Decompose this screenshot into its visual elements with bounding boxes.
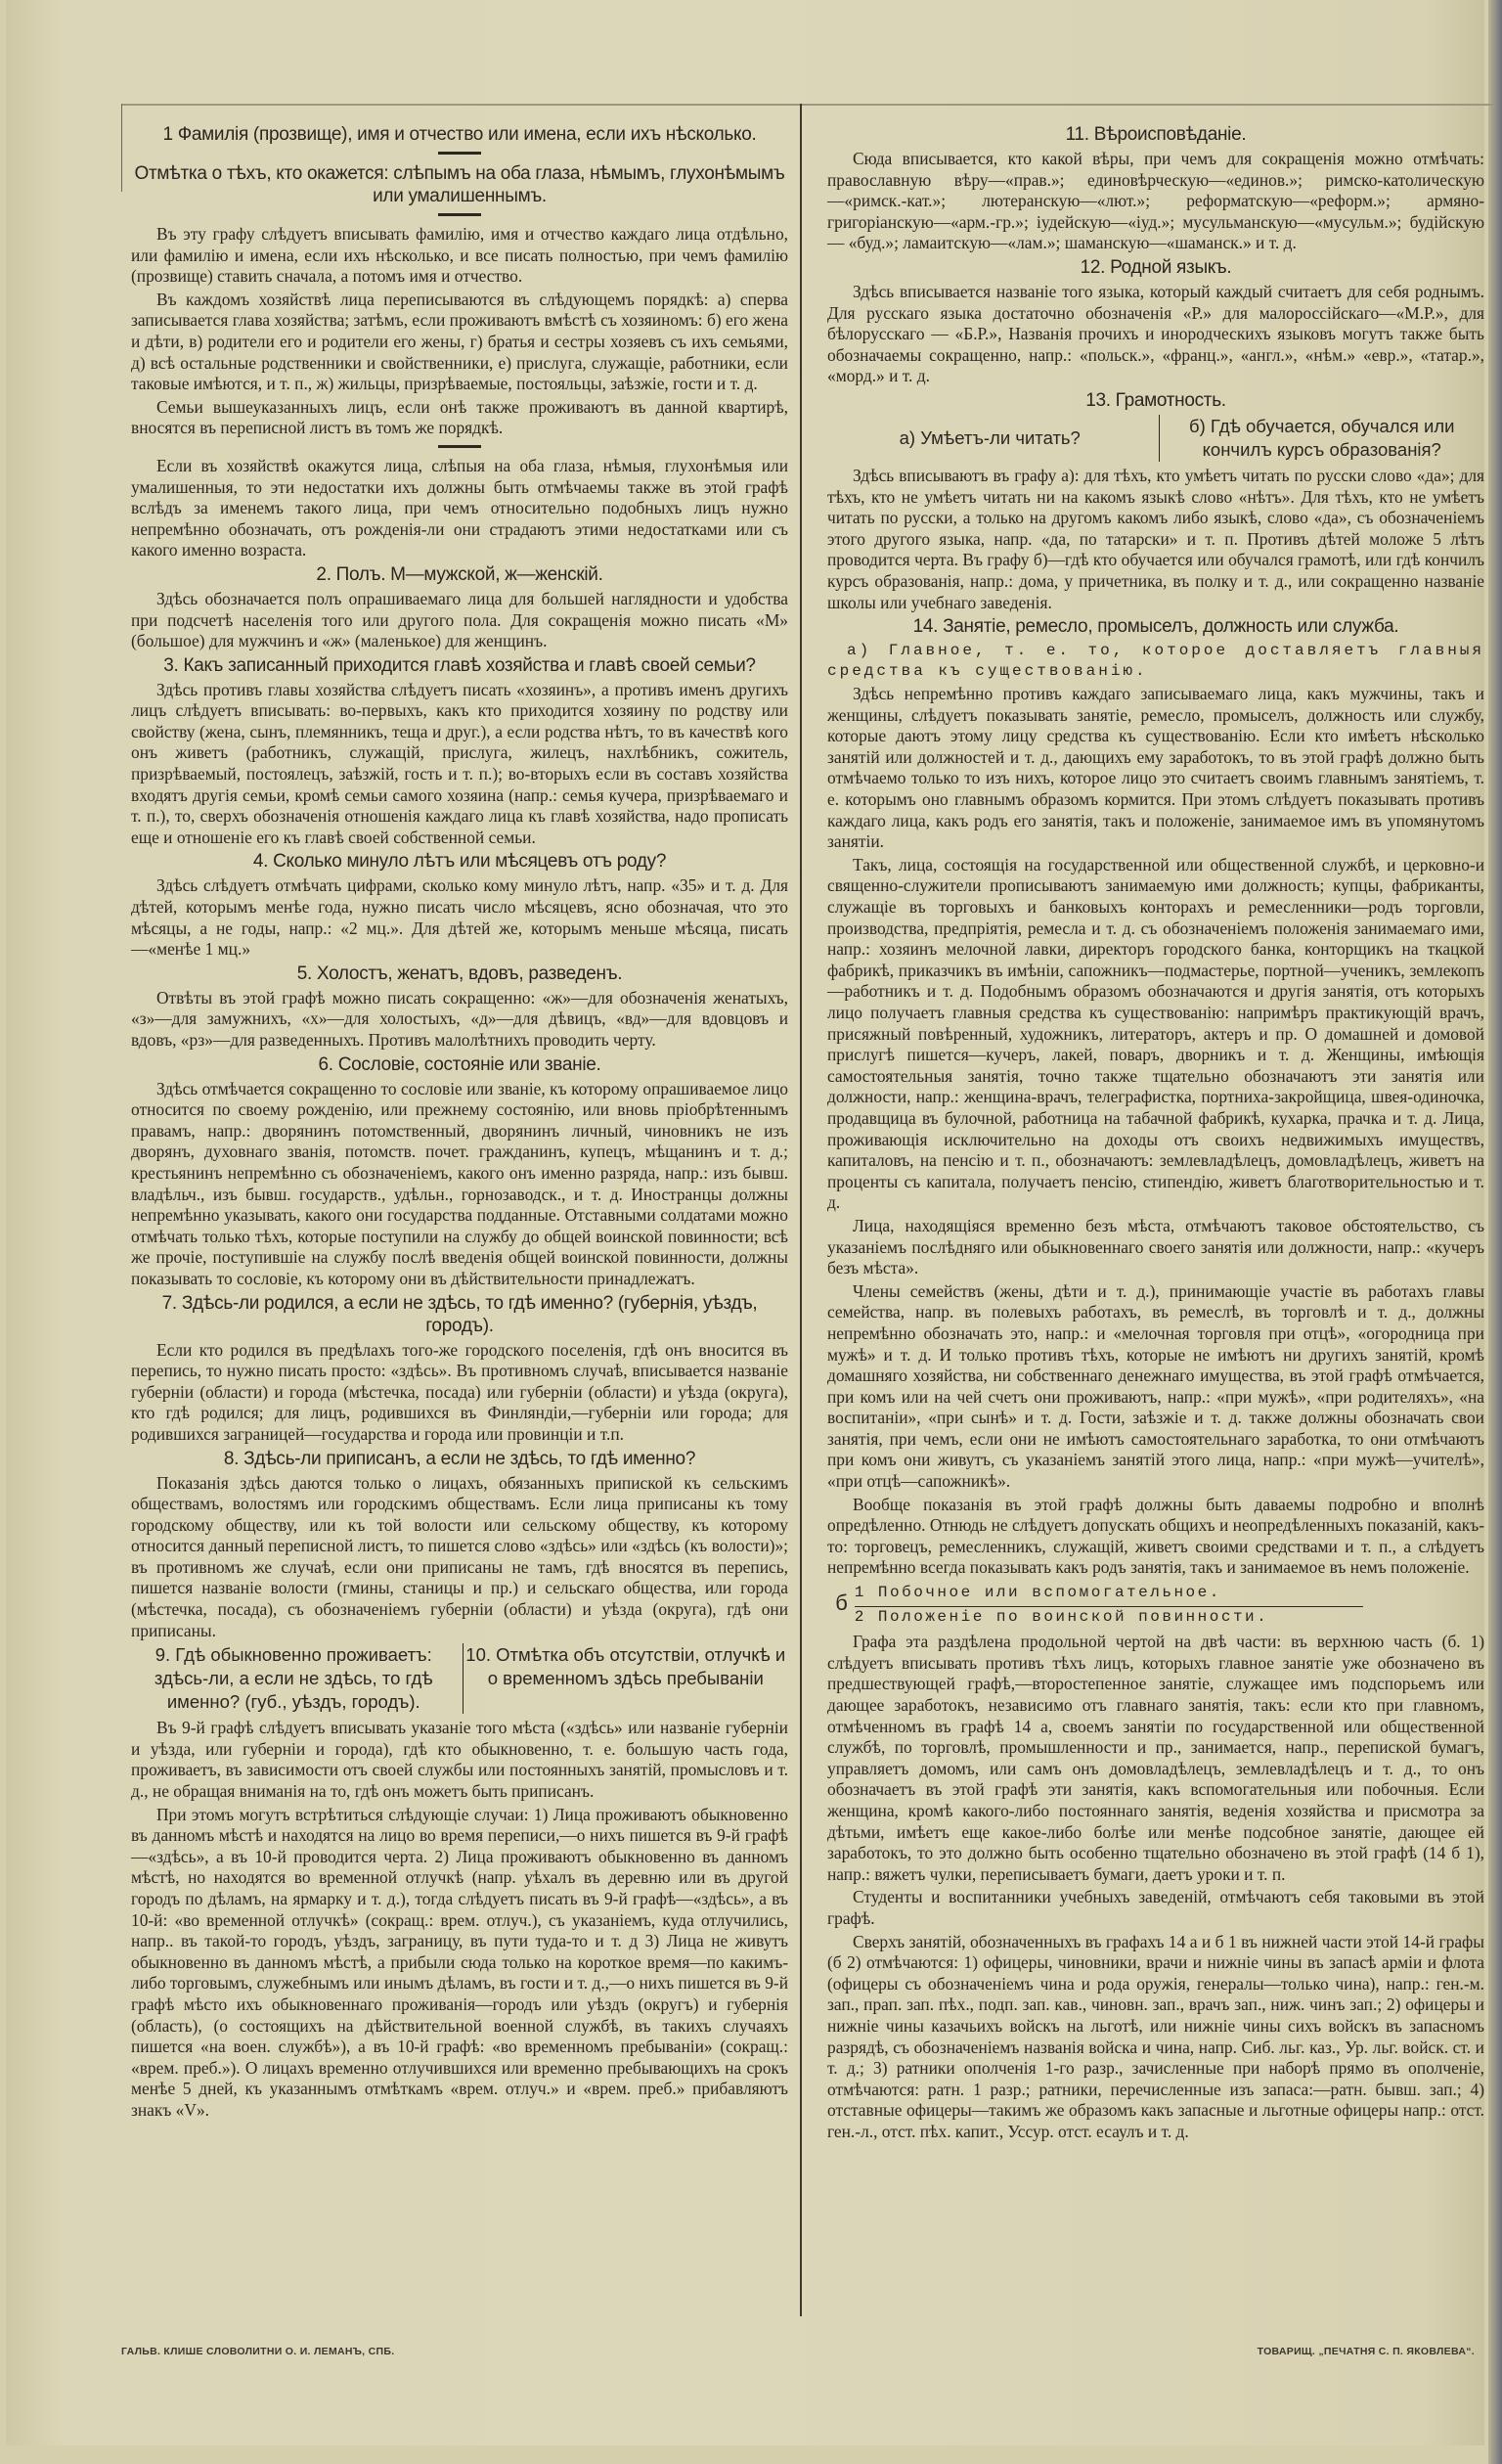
- paragraph: Студенты и воспитанники учебныхъ заведеній, отмѣчаютъ себя таковыми въ этой графѣ.: [827, 1887, 1484, 1928]
- paragraph: Здѣсь обозначается полъ опрашиваемаго лица для большей наглядности и удобства при подсчетѣ населенія того или другого пола. Для сокращенія можно писать «М» (большое) для мужчинъ и «ж» (маленькое) для женщинъ.: [131, 588, 788, 651]
- section-heading: 11. Вѣроисповѣданіе.: [1065, 124, 1247, 145]
- section-heading: 4. Сколько минуло лѣтъ или мѣсяцевъ отъ роду?: [252, 851, 667, 873]
- section-heading: 1 Фамилія (прозвище), имя и отчество или имена, если ихъ нѣсколько.: [162, 124, 757, 145]
- separator-rule: [438, 213, 481, 216]
- section-heading: 14. Занятіе, ремесло, промыселъ, должность или служба.: [912, 616, 1399, 638]
- fraction-bottom: 2 Положеніе по воинской повинности.: [854, 1607, 1269, 1626]
- footer-right-imprint: ТОВАРИЩ. „ПЕЧАТНЯ С. П. ЯКОВЛЕВА“.: [1257, 2346, 1475, 2357]
- paragraph: Въ эту графу слѣдуетъ вписывать фамилію, имя и отчество каждаго лица отдѣльно, или фамилію и имена, если ихъ нѣсколько, и все писать полностью, при чемъ фамилію (прозвище) ставить сначала, а потомъ имя и отчество.: [131, 224, 788, 287]
- section-heading: 6. Сословіе, состояніе или званіе.: [318, 1053, 601, 1075]
- split-heading-left: а) Умѣетъ-ли читать?: [827, 415, 1160, 462]
- left-column: [131, 121, 788, 2124]
- paragraph: Здѣсь слѣдуетъ отмѣчать цифрами, сколько кому минуло лѣтъ, напр. «35» и т. д. Для дѣтей, которымъ менѣе года, нужно писать число мѣсяцевъ, ясно обозначая, что это мѣсяцы, а не годы, напр.: «2 мц.». Для дѣтей же, которымъ меньше мѣсяца, писать—«менѣе 1 мц.»: [131, 875, 788, 960]
- paragraph: Сюда вписывается, кто какой вѣры, при чемъ для сокращенія можно отмѣчать: православную вѣру—«прав.»; единовѣрческую—«единов.»; римско-католическую—«римск.-кат.»; лютеранскую—«лют.»; реформатскую—«реформ.»; армяно-григоріанскую—«арм.-гр.»; іудейскую—«іуд.»; мусульманскую—«мусульм.»; будійскую — «буд.»; ламаитскую—«лам.»; шаманскую—«шаманск.» и т. д.: [827, 149, 1484, 253]
- paragraph: Въ 9-й графѣ слѣдуетъ вписывать указаніе того мѣста («здѣсь» или названіе губерніи и уѣзда, или губерніи и города), гдѣ кто обыкновенно, т. е. большую часть года, проживаетъ, въ зависимости отъ своей службы или постоянныхъ занятій, промысловъ и т. д., не обращая вниманія на то, гдѣ онъ можетъ быть приписанъ.: [131, 1718, 788, 1802]
- paragraph: Вообще показанія въ этой графѣ должны быть даваемы подробно и вполнѣ опредѣленно. Отнюдь не слѣдуетъ допускать общихъ и неопредѣленныхъ показаній, какъ-то: торговецъ, ремесленникъ, служащій, живетъ своими средствами и т. п., а слѣдуетъ непремѣнно всегда показывать какъ родъ занятія, такъ и занимаемое въ немъ положеніе.: [827, 1494, 1484, 1578]
- paragraph: Члены семействъ (жены, дѣти и т. д.), принимающіе участіе въ работахъ главы семейства, напр. въ полевыхъ работахъ, въ ремеслѣ, въ торговлѣ и т. д., должны непремѣнно обозначать это, напр.: и «мелочная торговля при отцѣ», «огородница при мужѣ» и т. д. И только противъ тѣхъ, которые не имѣютъ ни другихъ занятій, кромѣ домашняго хозяйства, ни собственнаго денежнаго имущества, въ этой графѣ отмѣчается, при комъ или на чей счетъ они проживаютъ, напр.: «при мужѣ», «при родителяхъ», «на воспитаніи», «при сынѣ» и т. д. Гости, заѣзжіе и т. д. также должны обозначать свои занятія, при чемъ, если они не имѣютъ самостоятельнаго заработка, то они отмѣчаютъ при комъ они живутъ, съ указаніемъ занятій этого лица, напр.: «при мужѣ—учителѣ», «при отцѣ—сапожникѣ».: [827, 1280, 1484, 1492]
- split-heading: [131, 1643, 788, 1714]
- section-heading: Отмѣтка о тѣхъ, кто окажется: слѣпымъ на оба глаза, нѣмымъ, глухонѣмымъ или умалишеннымъ.: [134, 163, 785, 206]
- section-heading: 13. Грамотность.: [1085, 389, 1226, 411]
- paragraph: Семьи вышеуказанныхъ лицъ, если онѣ также проживаютъ въ данной квартирѣ, вносятся въ переписной листъ въ томъ же порядкѣ.: [131, 396, 788, 438]
- fraction-heading: [835, 1583, 1484, 1628]
- fraction-label: б: [835, 1592, 851, 1618]
- paragraph: Здѣсь непремѣнно противъ каждаго записываемаго лица, какъ мужчины, такъ и женщины, слѣдуетъ показывать занятіе, ремесло, промыселъ, должность или службу, которые даютъ этому лицу средства къ существованію. Если кто имѣетъ нѣсколько занятій или должностей и т. д., дающихъ ему заработокъ, то въ этой графѣ должно быть отмѣчаемо только то изъ нихъ, которое лицо это считаетъ своимъ главнымъ занятіемъ, т. е. которымъ оно главнымъ образомъ кормится. При этомъ слѣдуетъ показывать противъ каждаго лица, какъ родъ его занятія, такъ и положеніе, занимаемое имъ въ упомянутомъ занятіи.: [827, 684, 1484, 852]
- paragraph: Лица, находящіяся временно безъ мѣста, отмѣчаютъ таковое обстоятельство, съ указаніемъ послѣдняго или обыкновеннаго своего занятія или должности, напр.: «кучеръ безъ мѣста».: [827, 1215, 1484, 1278]
- split-heading-left: 9. Гдѣ обыкновенно проживаетъ: здѣсь-ли, а если не здѣсь, то гдѣ именно? (губ., уѣздъ, городъ).: [131, 1643, 464, 1714]
- separator-rule: [438, 445, 481, 448]
- separator-rule: [438, 152, 481, 155]
- fraction-top: 1 Побочное или вспомогательное.: [855, 1583, 1363, 1607]
- paragraph: Здѣсь вписываютъ въ графу а): для тѣхъ, кто умѣетъ читать по русски слово «да»; для тѣхъ, кто не умѣетъ читать ни на какомъ языкѣ слово «нѣтъ». Для тѣхъ, кто не умѣетъ читать по русски, а только на другомъ какомъ либо языкѣ, слово «да», съ обозначеніемъ этого другого языка, напр. «да, по татарски» и т. п. Противъ дѣтей моложе 5 лѣтъ проводится черта. Въ графу б)—гдѣ кто обучается или обучался грамотѣ, или гдѣ кончилъ курсъ образованія, напр.: дома, у причетника, въ полку и т. д., или сокращенно названіе школы или учебнаго заведенія.: [827, 465, 1484, 612]
- subsection-heading: а) Главное, т. е. то, которое доставляетъ главныя средства къ существованію.: [827, 642, 1484, 681]
- section-heading: 8. Здѣсь-ли приписанъ, а если не здѣсь, то гдѣ именно?: [223, 1448, 696, 1469]
- paragraph: Сверхъ занятій, обозначенныхъ въ графахъ 14 а и б 1 въ нижней части этой 14-й графы (б 2) отмѣчаются: 1) офицеры, чиновники, врачи и нижніе чины въ запасѣ арміи и флота (офицеры съ обозначеніемъ чина и рода оружія, генералы—только чина), напр.: ген.-м. зап., прап. зап. пѣх., подп. зап. кав., чиновн. зап., врачъ зап., ниж. чинъ зап.; 2) офицеры и нижніе чины казачьихъ войскъ на льготѣ, или нижніе чины сихъ войскъ въ запасномъ разрядѣ, съ обозначеніемъ названія войска и чина, напр. Сиб. льг. каз., Ур. льг. войск. ст. и т. д.; 3) ратники ополченія 1-го разр., зачисленные при наборѣ прямо въ ополченіе, отмѣчаются: ратн. 1 разр.; ратники, перечисленные изъ запаса:—ратн. бывш. зап.; 4) отставные офицеры—такимъ же образомъ какъ запасные и льготные офицеры напр.: отст. ген.-л., отст. пѣх. капит., Уссур. отст. есаулъ и т. д.: [827, 1931, 1484, 2141]
- split-heading-right: б) Гдѣ обучается, обучался или кончилъ курсъ образованія?: [1189, 415, 1455, 460]
- split-heading: [827, 415, 1484, 462]
- paragraph: Здѣсь противъ главы хозяйства слѣдуетъ писать «хозяинъ», а противъ именъ другихъ лицъ слѣдуетъ вписывать: во-первыхъ, какъ кто приходится хозяину по родству или свойству (жена, сынъ, племянникъ, теща и друг.), а если родства нѣтъ, то въ качествѣ кого онъ живетъ (работникъ, служащій, прислуга, жилецъ, нахлѣбникъ, сожитель, призрѣваемый, постоялецъ, заѣзжій, гость и т. п.); во-вторыхъ если въ составъ хозяйства входятъ другія семьи, кромѣ семьи самого хозяина (напр.: семья кучера, призрѣваемаго и т. п.), то, сверхъ обозначенія отношенія каждаго лица къ главѣ хозяйства, надо прописать еще и отношеніе его къ главѣ своей собственной семьи.: [131, 679, 788, 847]
- left-frame-line: [121, 104, 122, 192]
- paragraph: Графа эта раздѣлена продольной чертой на двѣ части: въ верхнюю часть (б. 1) слѣдуетъ вписывать противъ тѣхъ лицъ, которыхъ главное занятіе уже обозначено въ предшествующей графѣ,—второстепенное занятіе, служащее имъ подспорьемъ или дающее заработокъ, независимо отъ главнаго занятія, такъ: если кто при главномъ, отмѣченномъ въ графѣ 14 а, своемъ занятіи по государственной или общественной службѣ, по торговлѣ, промышленности и пр., занимается, напр., перепиской бумагъ, управляетъ домомъ, или самъ онъ домовладѣлецъ, землевладѣлецъ и т. д., то онъ обозначаетъ въ этой графѣ эти занятія, какъ вспомогательныя или побочныя. Если женщина, кромѣ какого-либо постояннаго занятія, веденія хозяйства и присмотра за дѣтьми, имѣетъ еще какое-либо болѣе или менѣе подсобное занятіе, дающее ей заработокъ, то это должно быть особенно тщательно обозначено въ этой графѣ (14 б 1), напр.: вяжетъ чулки, переписываетъ бумаги, даетъ уроки и т. п.: [827, 1632, 1484, 1884]
- paragraph: Отвѣты въ этой графѣ можно писать сокращенно: «ж»—для обозначенія женатыхъ, «з»—для замужнихъ, «х»—для холостыхъ, «д»—для дѣвицъ, «вд»—для вдовцовъ и вдовъ, «рз»—для разведенныхъ. Противъ малолѣтнихъ проводить черту.: [131, 987, 788, 1050]
- split-heading-right: 10. Отмѣтка объ отсутствіи, отлучкѣ и о временномъ здѣсь пребываніи: [465, 1644, 786, 1689]
- paragraph: Если кто родился въ предѣлахъ того-же городского поселенія, гдѣ онъ вносится въ перепись, то нужно писать просто: «здѣсь». Въ противномъ случаѣ, вписывается названіе губерніи (области) и города (мѣстечка, посада) или губерніи (области) и уѣзда (округа), кто гдѣ родился; для лицъ, родившихся въ Финляндіи,—губерніи или города; для родившихся заграницей—государства и города или провинціи и т.п.: [131, 1339, 788, 1444]
- section-heading: 5. Холостъ, женатъ, вдовъ, разведенъ.: [296, 963, 623, 984]
- paragraph: При этомъ могутъ встрѣтиться слѣдующіе случаи: 1) Лица проживаютъ обыкновенно въ данномъ мѣстѣ и находятся на лицо во время переписи,—о нихъ пишется въ 9-й графѣ—«здѣсь», а въ 10-й проводится черта. 2) Лица проживаютъ обыкновенно въ данномъ мѣстѣ, но находятся во временной отлучкѣ (напр. уѣхалъ въ деревню или въ другой городъ по дѣламъ, на ярмарку и т. д.), тогда слѣдуетъ писать въ 9-й графѣ—«здѣсь», а въ 10-й: «во временной отлучкѣ» (сокращ.: врем. отлуч.), съ указаніемъ, куда отлучились, напр.. въ такой-то городъ, уѣздъ, заграницу, въ пути туда-то и т. д 3) Лица не живутъ обыкновенно въ данномъ мѣстѣ, а прибыли сюда только на короткое время—по какимъ-либо торговымъ, служебнымъ или инымъ дѣламъ, въ гости и т. д.,—о нихъ пишется въ 9-й графѣ мѣсто ихъ обыкновеннаго проживанія—городъ или уѣздъ (округъ) и губернія (область), (о состоящихъ на дѣйствительной военной службѣ, въ такихъ случаяхъ пишется «на воен. службѣ»), а въ 10-й графѣ: «во временномъ пребываніи» (сокращ.: «врем. преб.»). О лицахъ временно отлучившихся или временно пребывающихъ на срокъ менѣе 5 дней, къ указаннымъ отмѣткамъ «врем. отлуч.» и «врем. преб.» прибавляютъ знакъ «V».: [131, 1804, 788, 2120]
- paragraph: Показанія здѣсь даются только о лицахъ, обязанныхъ припиской къ сельскимъ обществамъ, волостямъ или городскимъ обществамъ. Если лица приписаны къ тому городскому обществу, или къ той волости или сельскому обществу, къ которому относится данный переписной листъ, то пишется слово «здѣсь» или «здѣсь (къ волости)»; въ противномъ же случаѣ, если они приписаны не тамъ, гдѣ вносятся въ перепись, пишется названіе волости (гмины, станицы и пр.) и сельскаго общества, или города (мѣстечка, посада), съ обозначеніемъ губерніи (области) и уѣзда (округа), гдѣ они приписаны.: [131, 1472, 788, 1640]
- paragraph: Здѣсь отмѣчается сокращенно то сословіе или званіе, къ которому опрашиваемое лицо относится по своему рожденію, или прежнему состоянію, или вновь пріобрѣтеннымъ правамъ, напр.: дворянинъ потомственный, дворянинъ личный, чиновникъ не изъ дворянъ, духовнаго званія, потомств. почет. гражданинъ, купецъ, мѣщанинъ и т. д.; крестьянинъ непремѣнно съ обозначеніемъ, какого онъ именно разряда, напр.: изъ бывш. владѣльч., изъ бывш. государств., удѣльн., горнозаводск., и т. д. Иностранцы должны непремѣнно указывать, какого они государства подданные. Отставными солдатами можно отмѣчать только тѣхъ, которые поступили на службу до общей воинской повинности; всѣ же прочіе, поступившіе на службу послѣ введенія общей воинской повинности, должны показывать то сословіе, къ которому они въ дѣйствительности принадлежатъ.: [131, 1078, 788, 1288]
- section-heading: 3. Какъ записанный приходится главѣ хозяйства и главѣ своей семьи?: [163, 654, 756, 676]
- column-divider: [800, 104, 802, 2316]
- section-heading: 12. Родной языкъ.: [1080, 256, 1232, 278]
- paragraph: Если въ хозяйствѣ окажутся лица, слѣпыя на оба глаза, нѣмыя, глухонѣмыя или умалишенныя, то эти недостатки ихъ должны быть отмѣчаемы также въ этой графѣ вслѣдъ за именемъ такого лица, при чемъ относительно подобныхъ лицъ нужно непремѣнно обозначать, отъ рожденія-ли они страдаютъ этими недостатками или съ какого именно возраста.: [131, 455, 788, 560]
- paragraph: Такъ, лица, состоящія на государственной или общественной службѣ, и церковно-и священно-служители прописываютъ занимаемую ими должность; купцы, фабриканты, служащіе въ торговыхъ и банковыхъ конторахъ и ремесленники—родъ торговли, производства, предпріятія, ремесла и т. д. съ обозначеніемъ положенія занимаемаго ими, напр.: хозяинъ мелочной лавки, директоръ городского банка, конторщикъ на ткацкой фабрикѣ, приказчикъ въ имѣніи, сапожникъ—подмастерье, портной—ученикъ, землекопъ—работникъ и т. д. Подобнымъ образомъ обозначаются и другія занятія, отъ которыхъ лицо получаетъ главныя средства къ существованію: напримѣръ практикующій врачъ, присяжный повѣренный, художникъ, литераторъ, актеръ и пр. О домашней и домовой прислугѣ пишется—кучеръ, лакей, поваръ, дворникъ и т. д. Женщины, имѣющія самостоятельныя занятія, точно также тщательно обозначаютъ эти занятія или должности, напр.: женщина-врачъ, телеграфистка, портниха-закройщица, швея-одиночка, продавщица въ булочной, работница на табачной фабрикѣ, кухарка, прачка и т. д. Лица, проживающія исключительно на доходы отъ своихъ недвижимыхъ имуществъ, капиталовъ, на пенсію и т. п., обозначаютъ: землевладѣлецъ, домовладѣлецъ, живетъ на проценты съ капитала, получаетъ пенсію, стипендію, живетъ благотворительностью и т. д.: [827, 854, 1484, 1213]
- paragraph: Здѣсь вписывается названіе того языка, который каждый считаетъ для себя роднымъ. Для русскаго языка достаточно обозначенія «Р.» для малороссійскаго—«М.Р.», для бѣлорусскаго — «Б.Р.», Названія прочихъ и инородческихъ языковъ могутъ также быть обозначаемы сокращенно, напр.: «польск.», «франц.», «англ.», «нѣм.» «евр.», «татар.», «морд.» и т. д.: [827, 281, 1484, 386]
- right-column: [827, 121, 1484, 2144]
- section-heading: 2. Полъ. М—мужской, ж—женскій.: [316, 563, 603, 585]
- fraction-stack: [855, 1583, 1363, 1628]
- paragraph: Въ каждомъ хозяйствѣ лица переписываются въ слѣдующемъ порядкѣ: а) сперва записывается глава хозяйства; затѣмъ, если проживаютъ вмѣстѣ съ хозяиномъ: б) его жена и дѣти, в) родители его и родители его жены, г) братья и сестры хозяевъ съ ихъ семьями, д) всѣ остальные родственники и свойственники, е) прислуга, служащіе, работники, если таковые имѣются, и т. п., ж) жильцы, призрѣваемые, постояльцы, заѣзжіе, гости и т. д.: [131, 289, 788, 394]
- footer-left-imprint: ГАЛЬВ. КЛИШЕ СЛОВОЛИТНИ О. И. ЛЕМАНЪ, СПБ.: [121, 2346, 395, 2357]
- section-heading: 7. Здѣсь-ли родился, а если не здѣсь, то гдѣ именно? (губернія, уѣздъ, городъ).: [161, 1292, 758, 1336]
